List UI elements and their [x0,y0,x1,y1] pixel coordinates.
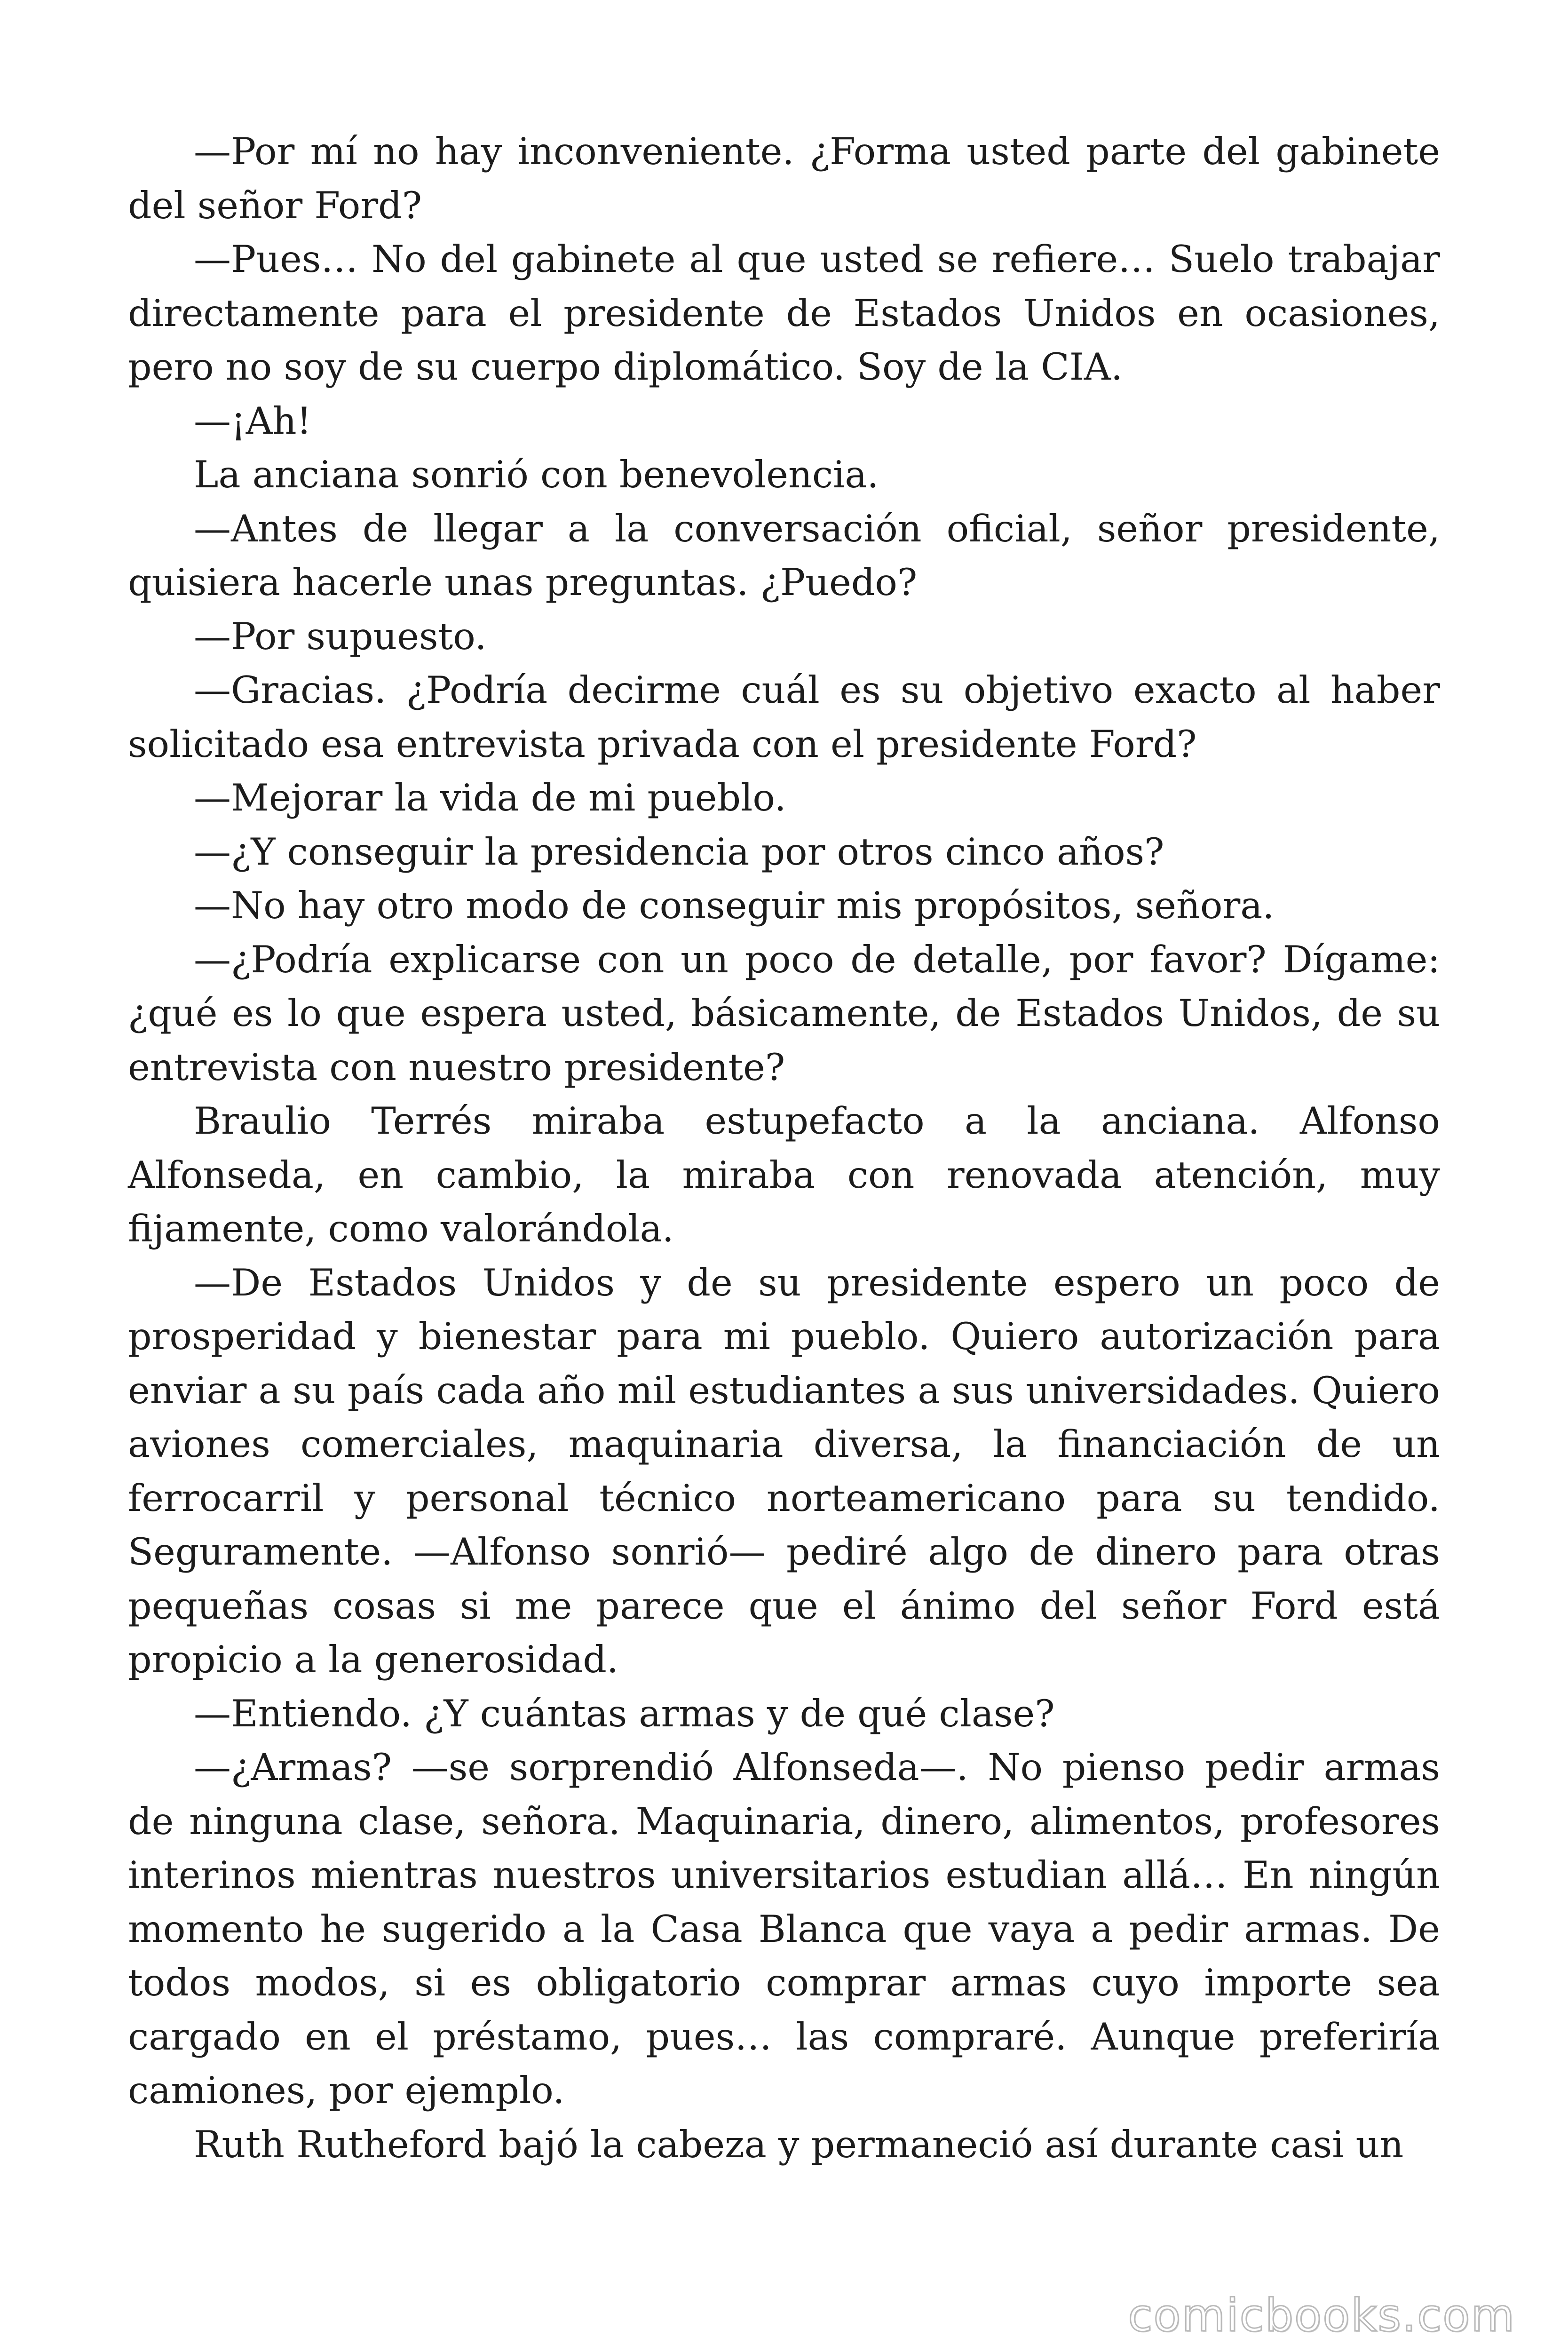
paragraph: La anciana sonrió con benevolencia. [194,453,879,496]
paragraph: —¿Podría explicarse con un poco de detalle, por favor? Dígame: ¿qué es lo que espera usted, básicamente, de Estados Unidos, de su entrevista con nuestro presidente? [128,938,1440,1089]
book-page-text [128,125,1440,2171]
paragraph: Ruth Rutheford bajó la cabeza y permaneció así durante casi un [194,2122,1404,2166]
paragraph: —Por supuesto. [194,614,487,658]
paragraph: —¿Y conseguir la presidencia por otros cinco años? [194,830,1164,874]
paragraph: —Por mí no hay inconveniente. ¿Forma usted parte del gabinete del señor Ford? [128,130,1440,227]
paragraph: —No hay otro modo de conseguir mis propósitos, señora. [194,884,1275,927]
paragraph: —Antes de llegar a la conversación oficial, señor presidente, quisiera hacerle unas preguntas. ¿Puedo? [128,507,1440,604]
watermark: comicbooks.com [1128,2290,1515,2342]
paragraph: —¡Ah! [194,399,312,443]
paragraph: —¿Armas? —se sorprendió Alfonseda—. No pienso pedir armas de ninguna clase, señora. Maquinaria, dinero, alimentos, profesores interinos mientras nuestros universitarios estudian allá… En ningún momento he sugerido a la Casa Blanca que vaya a pedir armas. De todos modos, si es obligatorio comprar armas cuyo importe sea cargado en el préstamo, pues… las compraré. Aunque preferiría camiones, por ejemplo. [128,1746,1440,2112]
paragraph: —Entiendo. ¿Y cuántas armas y de qué clase? [194,1692,1055,1735]
paragraph: —Mejorar la vida de mi pueblo. [194,776,786,819]
paragraph: Braulio Terrés miraba estupefacto a la anciana. Alfonso Alfonseda, en cambio, la miraba con renovada atención, muy fijamente, como valorándola. [128,1099,1440,1250]
paragraph: —De Estados Unidos y de su presidente espero un poco de prosperidad y bienestar para mi pueblo. Quiero autorización para enviar a su país cada año mil estudiantes a sus universidades. Quiero aviones comerciales, maquinaria diversa, la financiación de un ferrocarril y personal técnico norteamericano para su tendido. Seguramente. —Alfonso sonrió— pediré algo de dinero para otras pequeñas cosas si me parece que el ánimo del señor Ford está propicio a la generosidad. [128,1261,1440,1681]
paragraph: —Gracias. ¿Podría decirme cuál es su objetivo exacto al haber solicitado esa entrevista privada con el presidente Ford? [128,668,1440,766]
paragraph: —Pues… No del gabinete al que usted se refiere… Suelo trabajar directamente para el presidente de Estados Unidos en ocasiones, pero no soy de su cuerpo diplomático. Soy de la CIA. [128,238,1440,389]
